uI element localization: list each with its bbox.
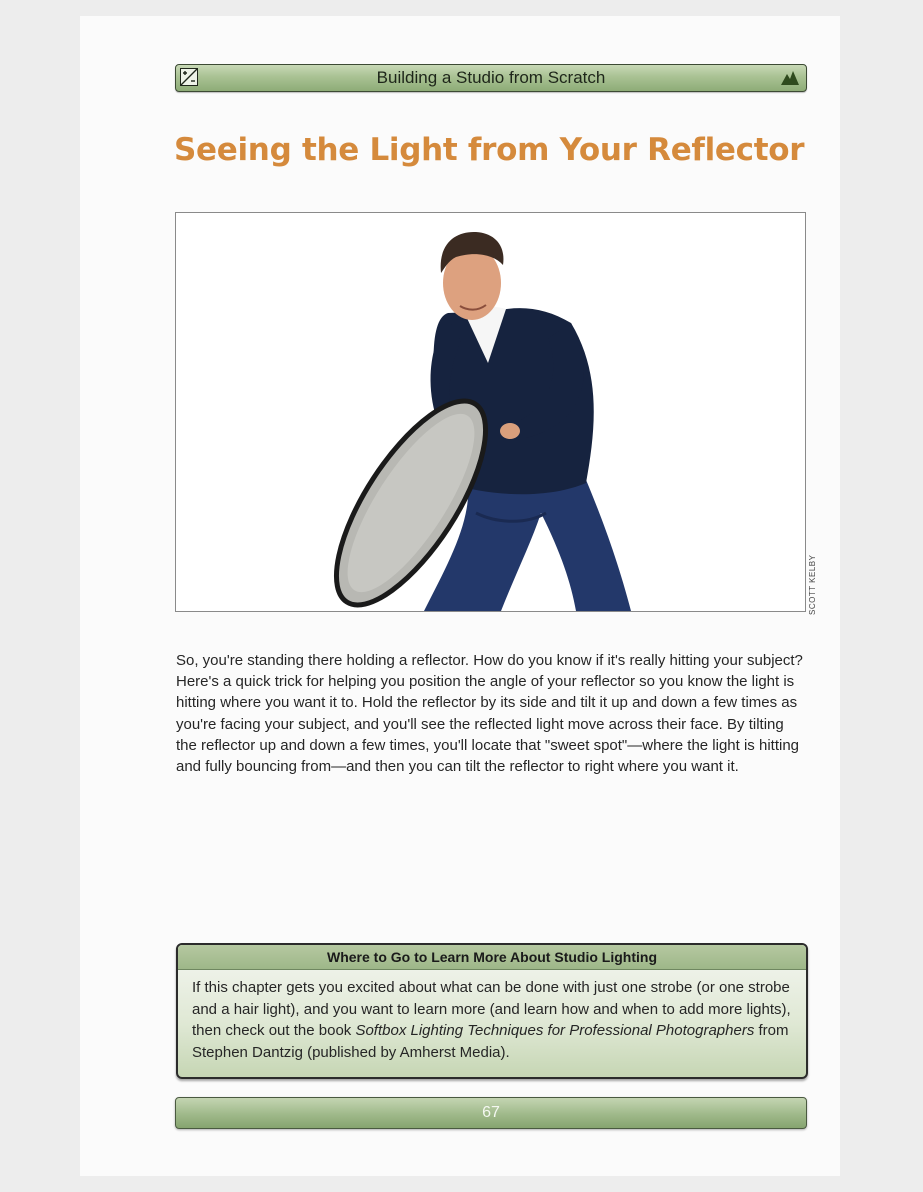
book-title: Softbox Lighting Techniques for Professional Photographers xyxy=(355,1022,755,1039)
reflector-photo xyxy=(175,212,806,612)
page-number: 67 xyxy=(482,1104,500,1121)
sidebar-text-end: from Stephen Dantzig (published by Amherst Media). xyxy=(192,1022,789,1061)
mountain-icon xyxy=(781,70,799,85)
section-title: Seeing the Light from Your Reflector xyxy=(174,132,805,168)
sidebar-title: Where to Go to Learn More About Studio Lighting xyxy=(178,945,806,970)
photo-credit: SCOTT KELBY xyxy=(808,554,817,615)
man-holding-reflector-illustration xyxy=(176,213,805,611)
chapter-header-bar xyxy=(175,64,807,92)
footer-bar xyxy=(175,1097,807,1129)
body-paragraph: So, you're standing there holding a reflector. How do you know if it's really hitting your subject? Here's a quick trick for helping you position the angle of your reflector so you know the light is hitting where you want it to. Hold the reflector by its side and tilt it up and down a few times as you're facing your subject, and you'll see the reflected light move across their face. By tilting the reflector up and down a few times, you'll locate that "sweet spot"—where the light is hitting and fully bouncing from—and then you can tilt the reflector to right where you want it. xyxy=(176,652,803,776)
sidebar-text-intro: If this chapter gets you excited about what can be done with just one strobe (or one strobe and a hair light), and you want to learn more (and learn how and when to add more lights), then check out the book xyxy=(192,979,791,1039)
sidebar-text xyxy=(178,970,806,1063)
chapter-title: Building a Studio from Scratch xyxy=(376,68,606,87)
tip-sidebar xyxy=(176,943,808,1079)
